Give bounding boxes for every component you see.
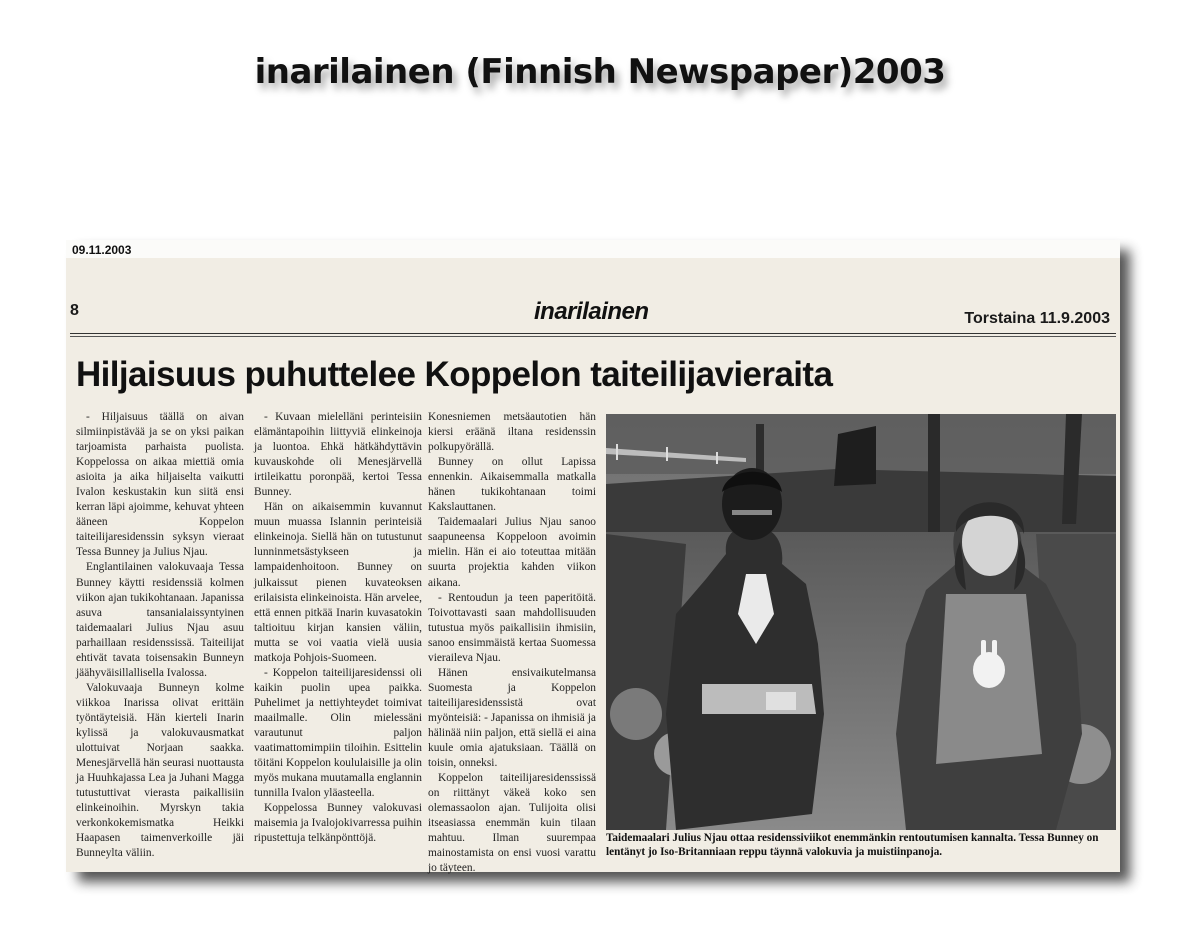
article-column-2	[254, 410, 422, 862]
paragraph: - Koppelon taiteilijaresidenssi oli kaikin puolin upea paikka. Puhelimet ja nettiyhteydet toimivat maailmalle. Olin mielessäni varautunut paljon vaatimattomimpiin tiloihin. Esittelin töitäni Koppelon koululaisille ja olin myös mukana muutamalla englannin tunnilla Ivalon yläasteella.	[254, 666, 422, 800]
masthead-rule	[70, 333, 1116, 334]
article-headline: Hiljaisuus puhuttelee Koppelon taiteilijavieraita	[76, 355, 833, 394]
masthead-rule-secondary	[70, 336, 1116, 337]
article-column-3	[428, 410, 596, 875]
article-column-1	[76, 410, 244, 862]
date-strip	[66, 240, 1120, 258]
photo-caption: Taidemaalari Julius Njau ottaa residenssiviikot enemmänkin rentoutumisen kannalta. Tessa Bunney on lentänyt jo Iso-Britanniaan reppu täynnä valokuvia ja muistiinpanoja.	[606, 832, 1099, 858]
paragraph: Koppelon taiteilijaresidenssissä on riittänyt väkeä koko sen olemassaolon ajan. Tulijoita olisi itseasiassa enemmän kuin tilaan mahtuu. Ilman suurempaa mainostamista on ensi vuosi varattu jo täyteen.	[428, 772, 596, 875]
paragraph: - Kuvaan mielelläni perinteisiin elämäntapoihin liittyviä elinkeinoja ja luontoa. Ehkä hätkähdyttävin kuvauskohde oli Menesjärvellä irtileikattu poronpää, kertoi Tessa Bunney.	[254, 411, 422, 499]
paragraph: Valokuvaaja Bunneyn kolme viikkoa Inarissa olivat erittäin työntäyteisiä. Hän kierteli Inarin kylissä ja valokuvausmatkat ulottuivat Norjaan saakka. Menesjärvellä hän seurasi nuottausta ja Huuhkajassa Lea ja Juhani Magga tutustuttivat vierasta paikallisiin elinkeinoihin. Myrskyn takia verkonkokemismatka Heikki Haapasen taimenverkoille jäi Bunneylta väliin.	[76, 681, 244, 860]
paragraph: Koppelossa Bunney valokuvasi maisemia ja Ivalojokivarressa puihin ripustettuja telkänpönttöjä.	[254, 802, 422, 845]
article-photo	[606, 414, 1116, 830]
page-title: inarilainen (Finnish Newspaper)2003	[254, 52, 946, 92]
date-stamp: 09.11.2003	[72, 243, 132, 257]
paragraph: - Hiljaisuus täällä on aivan silmiinpistävää ja se on yksi paikan tarjoamista parhaista puolista. Koppelossa on aikaa miettiä omia asioita ja aika hiljaiselta vaikutti Ivalon keskustakin kun siitä ensi kerran läpi ajoimme, kehuvat yhteen ääneen Koppelon taiteilijaresidenssin syksyn vieraat Tessa Bunney ja Julius Njau.	[76, 411, 244, 559]
page-number: 8	[70, 302, 79, 319]
masthead-logo: inarilainen	[534, 298, 649, 325]
paragraph: Hän on aikaisemmin kuvannut muun muassa Islannin perinteisiä elinkeinoja. Siellä hän on tutustunut lunninmetsästykseen ja lampaidenhoitoon. Bunney on julkaissut pienen kuvateoksen erilaisista elinkeinoista. Hän arvelee, että ennen pitkää Inarin kuvasatokin taltioituu kirjan kansien väliin, mutta se voi vaatia vielä uusia matkoja Pohjois-Suomeen.	[254, 501, 422, 664]
paragraph: Konesniemen metsäautotien hän kiersi eräänä iltana residenssin polkupyörällä.	[428, 411, 596, 454]
paragraph: Taidemaalari Julius Njau sanoo saapuneensa Koppeloon avoimin mielin. Hän ei aio toteuttaa mitään suurta projektia kahden viikon aikana.	[428, 516, 596, 589]
paragraph: Bunney on ollut Lapissa ennenkin. Aikaisemmalla matkalla hänen tukikohtanaan toimi Kakslauttanen.	[428, 456, 596, 514]
issue-date: Torstaina 11.9.2003	[964, 310, 1110, 327]
paragraph: - Rentoudun ja teen paperitöitä. Toivottavasti saan mahdollisuuden tutustua myös paikallisiin ihmisiin, sanoo ensimmäistä kertaa Suomessa vieraileva Njau.	[428, 591, 596, 664]
paragraph: Englantilainen valokuvaaja Tessa Bunney käytti residenssiä kolmen viikon ajan tukikohtanaan. Japanissa asuva tansanialaissyntyinen taidemaalari Julius Njau asuu parhaillaan residenssissä. Taiteilijat ehtivät tavata toisensakin Bunneyn jäähyväisillallisella Ivalossa.	[76, 561, 244, 679]
paragraph: Hänen ensivaikutelmansa Suomesta ja Koppelon taiteilijaresidenssistä ovat myönteisiä: - Japanissa on ihmisiä ja hälinää niin paljon, että siellä ei aina kuule omia ajatuksiaan. Täällä on toisin, onneksi.	[428, 666, 596, 770]
newspaper-clipping	[66, 240, 1120, 875]
